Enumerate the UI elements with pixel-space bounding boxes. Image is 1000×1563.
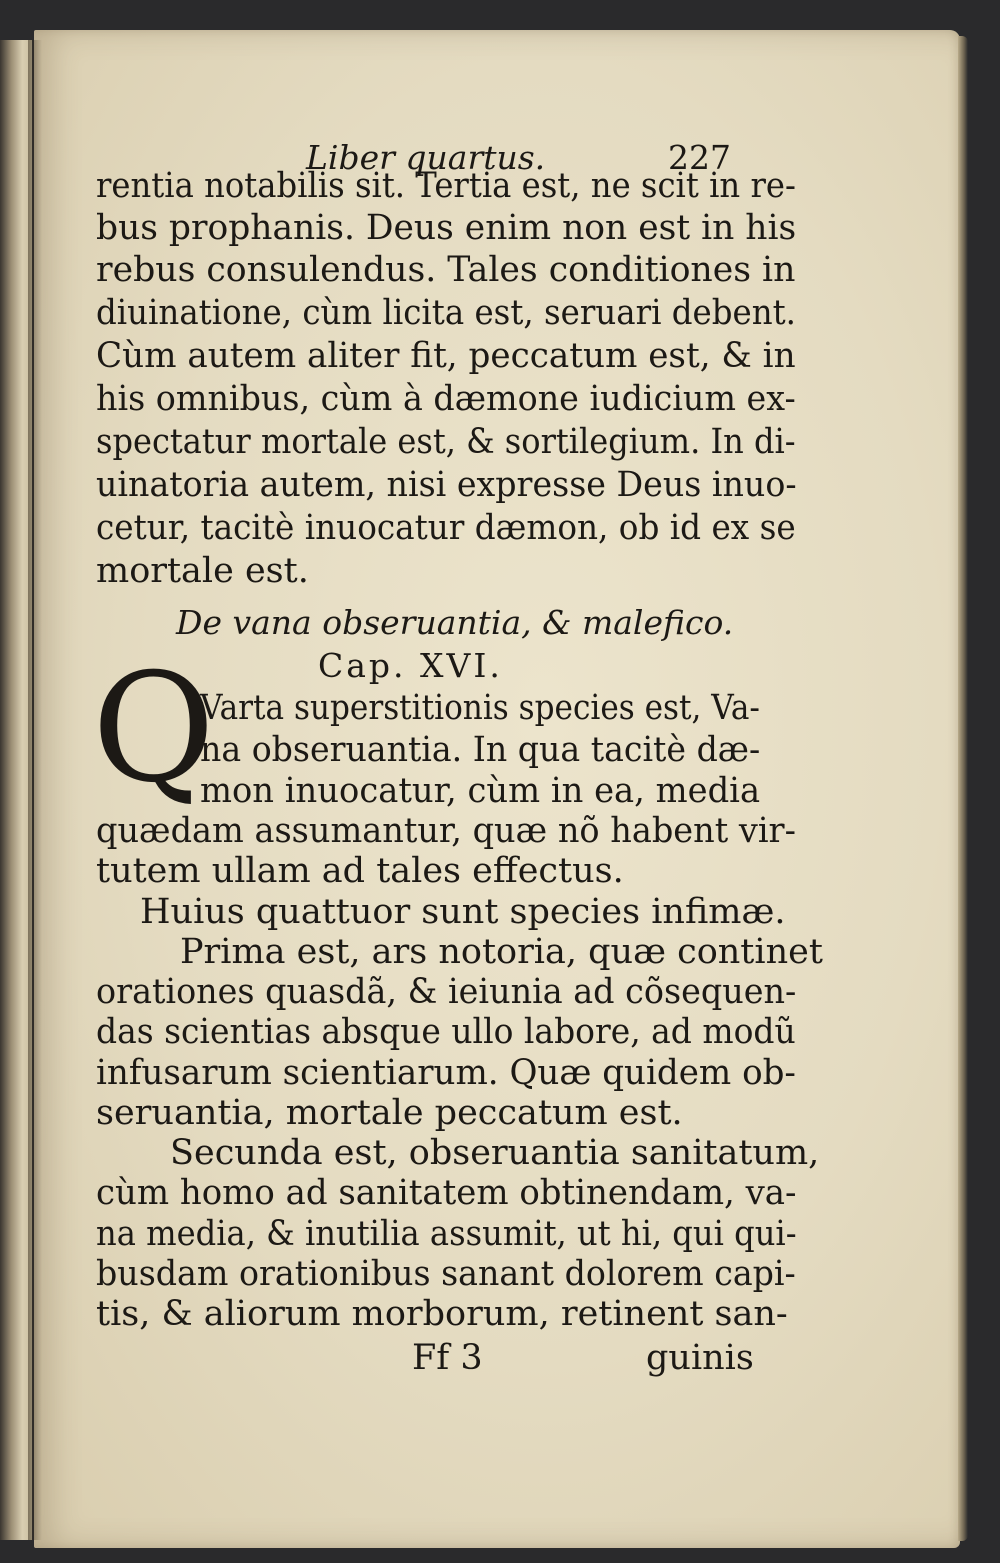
text-line: mortale est. (96, 551, 309, 591)
catchword: guinis (646, 1338, 754, 1378)
text-line: spectatur mortale est, & sortilegium. In di- (96, 422, 796, 462)
text-line: tutem ullam ad tales effectus. (96, 851, 624, 891)
text-line: na media, & inutilia assumit, ut hi, qui qui- (96, 1214, 797, 1254)
chapter-title: De vana obseruantia, & malefico. (176, 603, 734, 642)
text-line: Varta superstitionis species est, Va- (200, 688, 760, 728)
text-line: bus prophanis. Deus enim non est in his (96, 208, 797, 248)
text-line: infusarum scientiarum. Quæ quidem ob- (96, 1053, 796, 1093)
signature-mark: Ff 3 (412, 1338, 483, 1378)
text-line: orationes quasdã, & ieiunia ad cõsequen- (96, 972, 797, 1012)
page-number: 227 (668, 138, 731, 177)
gutter-shadow (28, 40, 42, 1540)
text-line: diuinatione, cùm licita est, seruari debent. (96, 293, 796, 333)
text-line: na obseruantia. In qua tacitè dæ- (200, 730, 761, 770)
text-line: busdam orationibus sanant dolorem capi- (96, 1254, 796, 1294)
text-line: quædam assumantur, quæ nõ habent vir- (96, 811, 796, 851)
text-line: uinatoria autem, nisi expresse Deus inuo- (96, 465, 797, 505)
text-line: cetur, tacitè inuocatur dæmon, ob id ex se (96, 508, 796, 548)
chapter-number: Cap. XVI. (318, 646, 503, 685)
text-line: das scientias absque ullo labore, ad modũ (96, 1012, 796, 1052)
drop-cap: Q (92, 642, 215, 816)
running-head: Liber quartus. (306, 138, 546, 177)
text-line: tis, & aliorum morborum, retinent san- (96, 1294, 788, 1334)
text-line: rentia notabilis sit. Tertia est, ne scit in re- (96, 166, 796, 206)
text-line: Prima est, ars notoria, quæ continet (180, 932, 823, 972)
text-line: Cùm autem aliter fit, peccatum est, & in (96, 336, 796, 376)
text-line: his omnibus, cùm à dæmone iudicium ex- (96, 379, 796, 419)
text-line: cùm homo ad sanitatem obtinendam, va- (96, 1173, 797, 1213)
text-line: rebus consulendus. Tales conditiones in (96, 250, 796, 290)
text-line: seruantia, mortale peccatum est. (96, 1093, 683, 1133)
text-line: mon inuocatur, cùm in ea, media (200, 771, 761, 811)
text-line: Huius quattuor sunt species infimæ. (140, 892, 786, 932)
text-line: Secunda est, obseruantia sanitatum, (170, 1133, 820, 1173)
page-fore-edge (958, 36, 968, 1541)
